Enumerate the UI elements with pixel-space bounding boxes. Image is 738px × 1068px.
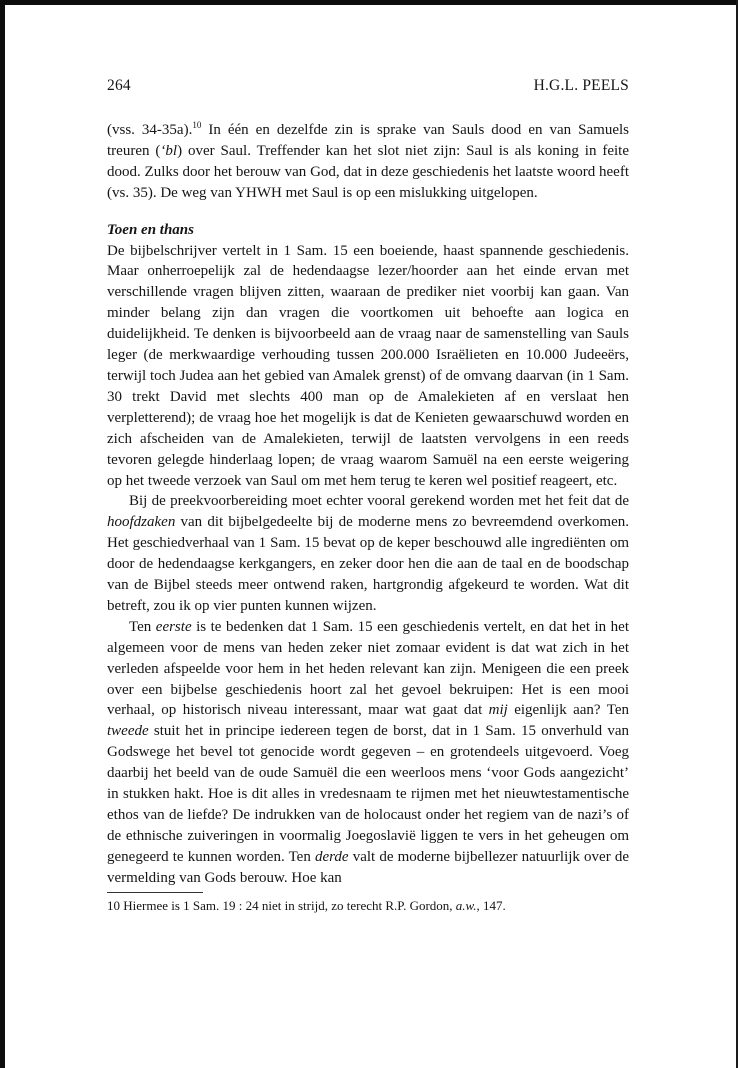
page-number: 264 — [107, 77, 131, 94]
paragraph-continuation: (vss. 34-35a).$^{10}$ In één en dezelfde zin is sprake van Sauls dood en van Samuels treuren (‘bl) over Saul. Treffender kan het slot niet zijn: Saul is als koning in feite dood. Zulks door het berouw van God, dat in deze geschiedenis het laatste woord heeft (vs. 35). De weg van YHWH met Saul is op een mislukking uitgelopen. — [107, 120, 630, 201]
footnote-number: 10 — [107, 897, 120, 913]
running-title: H.G.L. PEELS — [533, 77, 629, 94]
scan-border-top — [0, 0, 738, 5]
paragraph-3: Ten eerste is te bedenken dat 1 Sam. 15 een geschiedenis vertelt, en dat het in het algemeen voor de mens van heden zeker niet zomaar evident is dat wat zich in het verleden afspeelde voor hem in het heden relevant kan zijn. Menigeen die een preek over een bijbelse geschiedenis hoort zal het gevoel bekruipen: Het is een mooi verhaal, op historisch niveau interessant, maar wat gaat dat mij eigenlijk aan? Ten tweede stuit het in principe iedereen tegen de borst, dat in 1 Sam. 15 onverhuld van Godswege het bevel tot genocide wordt gegeven – en grotendeels uitgevoerd. Voeg daarbij het beeld van de oude Samuël die een weerloos mens ‘voor Gods aangezicht’ in stukken hakt. Hoe is dit alles in vredesnaam te rijmen met het nieuwtestamentische ethos van de liefde? De indrukken van de holocaust onder het regiem van de nazi’s of de ethnische zuiveringen in voormalig Joegoslavië liggen te vers in het geheugen om genegeerd te kunnen worden. Ten derde valt de moderne bijbellezer natuurlijk over de vermelding van Gods berouw. Hoe kan — [107, 618, 629, 886]
footnote-reference[interactable]: 10 — [192, 120, 202, 130]
scan-border-left — [0, 0, 5, 1068]
book-page — [107, 76, 629, 914]
hebrew-transliteration: ‘bl — [160, 142, 178, 159]
section-heading: Toen en thans — [107, 221, 194, 238]
footnote-10: 10 Hiermee is 1 Sam. 19 : 24 niet in strijd, zo terecht R.P. Gordon, a.w., 147. — [107, 897, 506, 913]
paragraph-1: De bijbelschrijver vertelt in 1 Sam. 15 een boeiende, haast spannende geschiedenis. Maar onherroepelijk zal de hedendaagse lezer/hoorder aan het einde ervan met verschillende vragen blijven zitten, waaraan de prediker niet voorbij kan gaan. Van minder belang zijn dan vragen die voortkomen uit behoefte aan logica en duidelijkheid. Te denken is bijvoorbeeld aan de vraag naar de samenstelling van Sauls leger (de merkwaardige verhouding tussen 200.000 Israëlieten en 10.000 Judeeërs, terwijl toch Judea aan het gebied van Amalek grenst) of de omvang daarvan (in 1 Sam. 30 trekt David met slechts 400 man op de Amalekieten af en verslaat hen verpletterend); de vraag hoe het mogelijk is dat de Kenieten gewaarschuwd worden en zich afscheiden van de Amalekieten, terwijl de laatsten vervolgens in een reeds tevoren gelegde hinderlaag lopen; de vraag waarom Samuël na een eerste weigering op het tweede verzoek van Saul om met hem terug te keren wel positief reageert, etc. — [107, 242, 629, 489]
footnote-divider — [107, 892, 203, 893]
paragraph-2: Bij de preekvoorbereiding moet echter vooral gerekend worden met het feit dat de hoofdzaken van dit bijbelgedeelte bij de moderne mens zo bevreemdend overkomen. Het geschiedverhaal van 1 Sam. 15 bevat op de keper beschouwd alle ingrediënten om door de hedendaagse kerkgangers, en zeker door hen die aan de taal en de boodschap van de Bijbel steeds meer ontwend raken, hartgrondig afgekeurd te worden. Wat dit betreft, zou ik op vier punten kunnen wijzen. — [107, 493, 629, 614]
body-text — [107, 120, 629, 889]
running-head — [107, 76, 629, 96]
